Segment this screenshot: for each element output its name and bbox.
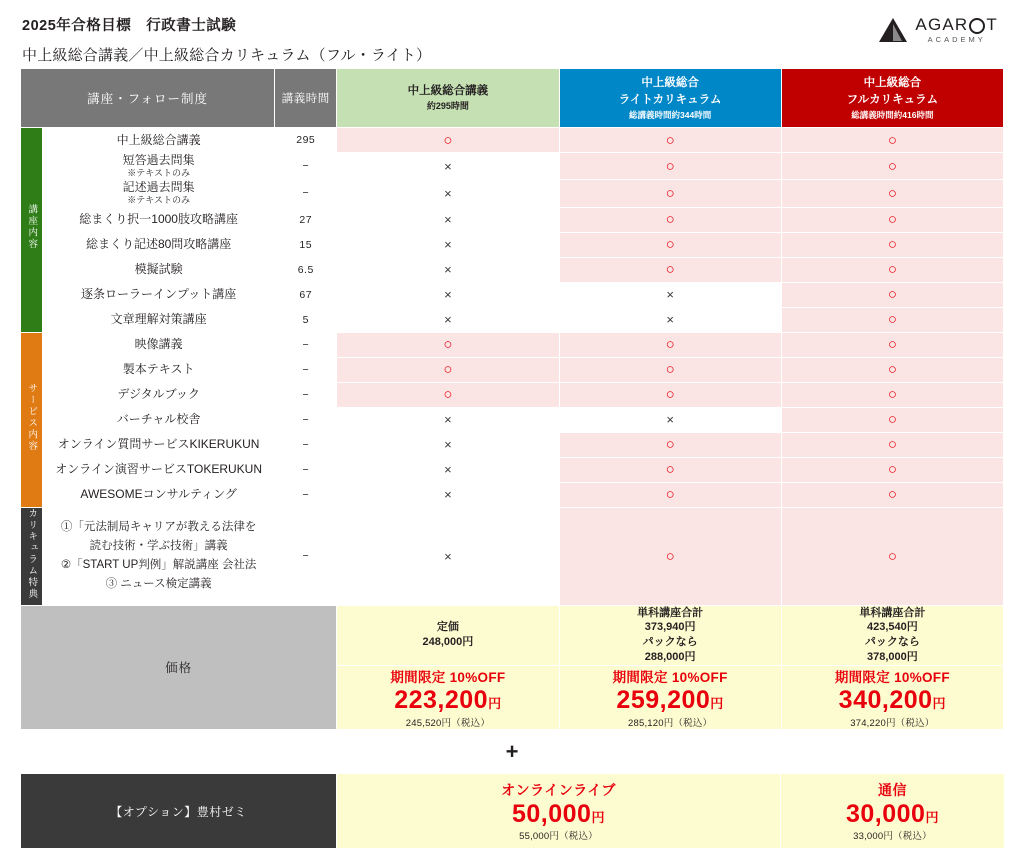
cell-plan-a: ×: [337, 180, 559, 207]
cell-plan-c: ○: [781, 382, 1003, 407]
row-name: バーチャル校舎: [43, 407, 275, 432]
benefit-list: [43, 507, 275, 605]
cell-plan-c: ○: [781, 180, 1003, 207]
cell-plan-a: ×: [337, 457, 559, 482]
cell-plan-a: ○: [337, 357, 559, 382]
sale-price-b-amount: 259,200: [616, 685, 711, 714]
row-hours: −: [275, 153, 337, 180]
header-plan-b-sub: 総講義時間約344時間: [629, 109, 712, 120]
page-subtitle: 中上級総合講義／中上級総合カリキュラム（フル・ライト）: [22, 47, 432, 64]
table-row: [21, 382, 1004, 407]
header-plan-c-sub: 総講義時間約416時間: [851, 109, 934, 120]
header-plan-a-title: 中上級総合講義: [407, 84, 489, 97]
header-plan-c: [781, 69, 1003, 128]
row-name: 模擬試験: [43, 257, 275, 282]
cell-plan-c: ○: [781, 128, 1003, 153]
price-sale-plan-b: [559, 665, 781, 729]
cell-plan-c: ○: [781, 482, 1003, 507]
row-name: [43, 180, 275, 207]
option-correspondence-tax: 33,000円（税込）: [853, 831, 932, 843]
row-name: 製本テキスト: [43, 357, 275, 382]
cell-plan-a: ○: [337, 128, 559, 153]
logo-word-pre: AGAR: [915, 15, 969, 34]
table-row: [21, 482, 1004, 507]
cell-plan-b: ○: [559, 382, 781, 407]
row-hours: −: [275, 407, 337, 432]
cell-plan-a: ×: [337, 282, 559, 307]
section-label-text: 講座内容: [26, 204, 38, 251]
section-label-service-content: [21, 332, 43, 507]
cell-plan-c: ○: [781, 282, 1003, 307]
cell-plan-c: ○: [781, 357, 1003, 382]
option-label: 【オプション】豊村ゼミ: [21, 773, 337, 849]
cell-plan-c: ○: [781, 332, 1003, 357]
option-correspondence-amount: 30,000: [846, 799, 926, 828]
logo-o-ring-icon: [969, 18, 985, 34]
logo-wordmark: [915, 16, 998, 33]
promo-label-c: 期間限定 10%OFF: [834, 669, 950, 685]
table-row: [21, 128, 1004, 153]
row-name: 総まくり択一1000肢攻略講座: [43, 207, 275, 232]
header-plan-c-title-2: フルカリキュラム: [846, 93, 939, 106]
price-list-c-line4: 378,000円: [866, 651, 918, 664]
table-row-benefit: [21, 507, 1004, 605]
header-plan-b: [559, 69, 781, 128]
promo-label-a: 期間限定 10%OFF: [390, 669, 506, 685]
option-live-yen: 円: [591, 809, 605, 825]
table-row: [21, 282, 1004, 307]
price-list-plan-b: [559, 605, 781, 665]
row-hours: −: [275, 432, 337, 457]
cell-plan-c: ○: [781, 432, 1003, 457]
logo-academy-text: ACADEMY: [927, 35, 986, 44]
option-row: [21, 773, 1005, 849]
section-label-curriculum-benefit: [21, 507, 43, 605]
row-hours: −: [275, 180, 337, 207]
page-title: 2025年合格目標 行政書士試験: [22, 18, 237, 34]
row-hours: 27: [275, 207, 337, 232]
section-label-text: サービス内容: [26, 382, 38, 452]
row-name-text: 記述過去問集: [122, 180, 195, 195]
benefit-cell-plan-b: ○: [559, 507, 781, 605]
cell-plan-c: ○: [781, 407, 1003, 432]
row-name-note: ※テキストのみ: [127, 168, 191, 178]
option-correspondence-yen: 円: [925, 809, 939, 825]
row-name: 映像講義: [43, 332, 275, 357]
table-header-row: [21, 69, 1004, 128]
cell-plan-b: ×: [559, 307, 781, 332]
table-row: [21, 407, 1004, 432]
option-correspondence: [781, 773, 1005, 849]
cell-plan-a: ○: [337, 382, 559, 407]
cell-plan-b: ○: [559, 432, 781, 457]
section-label-text: カリキュラム特典: [26, 507, 38, 600]
row-hours: 5: [275, 307, 337, 332]
cell-plan-a: ×: [337, 257, 559, 282]
comparison-table: [20, 68, 1004, 730]
sale-price-a-yen: 円: [488, 695, 502, 711]
row-name: 文章理解対策講座: [43, 307, 275, 332]
option-table: [20, 773, 1005, 849]
page-header: [20, 14, 1004, 64]
cell-plan-a: ×: [337, 307, 559, 332]
row-name: オンライン質問サービスKIKERUKUN: [43, 432, 275, 457]
cell-plan-a: ×: [337, 432, 559, 457]
table-row: [21, 357, 1004, 382]
cell-plan-b: ○: [559, 457, 781, 482]
option-live-tax: 55,000円（税込）: [519, 831, 598, 843]
price-list-c-line2: 423,540円: [866, 621, 918, 634]
cell-plan-b: ○: [559, 357, 781, 382]
tax-price-b: 285,120円（税込）: [628, 717, 713, 729]
benefit-cell-plan-a: ×: [337, 507, 559, 605]
cell-plan-b: ○: [559, 153, 781, 180]
benefit-line-4: ③ ニュース検定講義: [105, 577, 212, 590]
cell-plan-b: ×: [559, 407, 781, 432]
price-sale-plan-a: [337, 665, 559, 729]
row-hours: −: [275, 382, 337, 407]
header-course: 講座・フォロー制度: [21, 69, 275, 128]
row-name: 逐条ローラーインプット講座: [43, 282, 275, 307]
option-live-price: [337, 800, 780, 829]
cell-plan-b: ○: [559, 482, 781, 507]
row-name: AWESOMEコンサルティング: [43, 482, 275, 507]
cell-plan-c: ○: [781, 307, 1003, 332]
benefit-cell-plan-c: ○: [781, 507, 1003, 605]
cell-plan-c: ○: [781, 207, 1003, 232]
price-list-plan-c: [781, 605, 1003, 665]
row-name-note: ※テキストのみ: [127, 195, 191, 206]
table-row: [21, 180, 1004, 207]
table-row: [21, 257, 1004, 282]
price-sale-plan-c: [781, 665, 1003, 729]
row-name: [43, 153, 275, 180]
row-hours: −: [275, 357, 337, 382]
sale-price-a: [337, 686, 558, 715]
row-hours: 15: [275, 232, 337, 257]
cell-plan-b: ○: [559, 257, 781, 282]
logo-word-post: T: [986, 15, 998, 34]
benefit-line-1: ①「元法制局キャリアが教える法律を: [60, 521, 257, 534]
header-plan-c-title-1: 中上級総合: [863, 77, 922, 90]
table-row: [21, 207, 1004, 232]
header-plan-a: [337, 69, 559, 128]
cell-plan-c: ○: [781, 457, 1003, 482]
benefit-line-2: 読む技術・学ぶ技術」講義: [89, 540, 228, 553]
cell-plan-a: ×: [337, 207, 559, 232]
logo-mark-icon: [878, 17, 908, 43]
sale-price-b-yen: 円: [710, 695, 724, 711]
sale-price-a-amount: 223,200: [394, 685, 489, 714]
option-correspondence-title: 通信: [878, 781, 907, 798]
row-hours: 6.5: [275, 257, 337, 282]
table-row: [21, 232, 1004, 257]
tax-price-a: 245,520円（税込）: [405, 717, 491, 729]
cell-plan-b: ○: [559, 232, 781, 257]
price-label: 価格: [21, 605, 337, 729]
row-name: 中上級総合講義: [43, 128, 275, 153]
row-hours: 67: [275, 282, 337, 307]
option-live-amount: 50,000: [512, 799, 592, 828]
header-hours: 講義時間: [275, 69, 337, 128]
cell-plan-b: ○: [559, 180, 781, 207]
sale-price-c-yen: 円: [932, 695, 947, 711]
row-hours: −: [275, 482, 337, 507]
cell-plan-c: ○: [781, 232, 1003, 257]
price-list-c-line1: 単科講座合計: [859, 606, 926, 619]
promo-label-b: 期間限定 10%OFF: [612, 669, 728, 685]
price-row-list: [21, 605, 1004, 665]
cell-plan-a: ×: [337, 407, 559, 432]
cell-plan-a: ×: [337, 232, 559, 257]
sale-price-c: [782, 686, 1003, 715]
option-live-title: オンラインライブ: [501, 781, 616, 798]
logo-text: [915, 16, 998, 44]
table-row: [21, 307, 1004, 332]
price-list-a-line2: 248,000円: [422, 636, 474, 649]
row-hours: −: [275, 332, 337, 357]
row-name: オンライン演習サービスTOKERUKUN: [43, 457, 275, 482]
benefit-hours: −: [275, 507, 337, 605]
cell-plan-a: ×: [337, 482, 559, 507]
cell-plan-a: ×: [337, 153, 559, 180]
table-row: [21, 457, 1004, 482]
price-list-a-line1: 定価: [436, 621, 459, 634]
sale-price-b: [560, 686, 781, 715]
cell-plan-a: ○: [337, 332, 559, 357]
cell-plan-b: ×: [559, 282, 781, 307]
table-row: [21, 432, 1004, 457]
cell-plan-c: ○: [781, 257, 1003, 282]
row-name: 総まくり記述80問攻略講座: [43, 232, 275, 257]
plus-separator: +: [505, 738, 519, 764]
cell-plan-b: ○: [559, 128, 781, 153]
sale-price-c-amount: 340,200: [838, 685, 933, 714]
option-live: [337, 773, 781, 849]
cell-plan-b: ○: [559, 332, 781, 357]
row-hours: −: [275, 457, 337, 482]
tax-price-c: 374,220円（税込）: [850, 717, 935, 729]
header-plan-a-sub: 約295時間: [426, 100, 469, 111]
price-list-b-line4: 288,000円: [644, 651, 696, 664]
option-correspondence-price: [781, 800, 1004, 829]
benefit-line-3: ②「START UP判例」解説講座 会社法: [60, 559, 257, 571]
header-plan-b-title-1: 中上級総合: [641, 77, 699, 90]
price-list-b-line2: 373,940円: [644, 621, 696, 634]
cell-plan-c: ○: [781, 153, 1003, 180]
row-hours: 295: [275, 128, 337, 153]
row-name: デジタルブック: [43, 382, 275, 407]
price-list-b-line1: 単科講座合計: [637, 606, 704, 619]
cell-plan-b: ○: [559, 207, 781, 232]
table-row: [21, 332, 1004, 357]
row-name-text: 短答過去問集: [122, 153, 195, 167]
table-body: [21, 128, 1004, 730]
price-list-c-line3: パックなら: [864, 636, 920, 649]
table-row: [21, 153, 1004, 180]
price-list-b-line3: パックなら: [642, 636, 698, 649]
header-plan-b-title-2: ライトカリキュラム: [618, 93, 722, 106]
section-label-course-content: [21, 128, 43, 333]
agaroot-logo: [878, 16, 998, 44]
price-list-plan-a: [337, 605, 559, 665]
